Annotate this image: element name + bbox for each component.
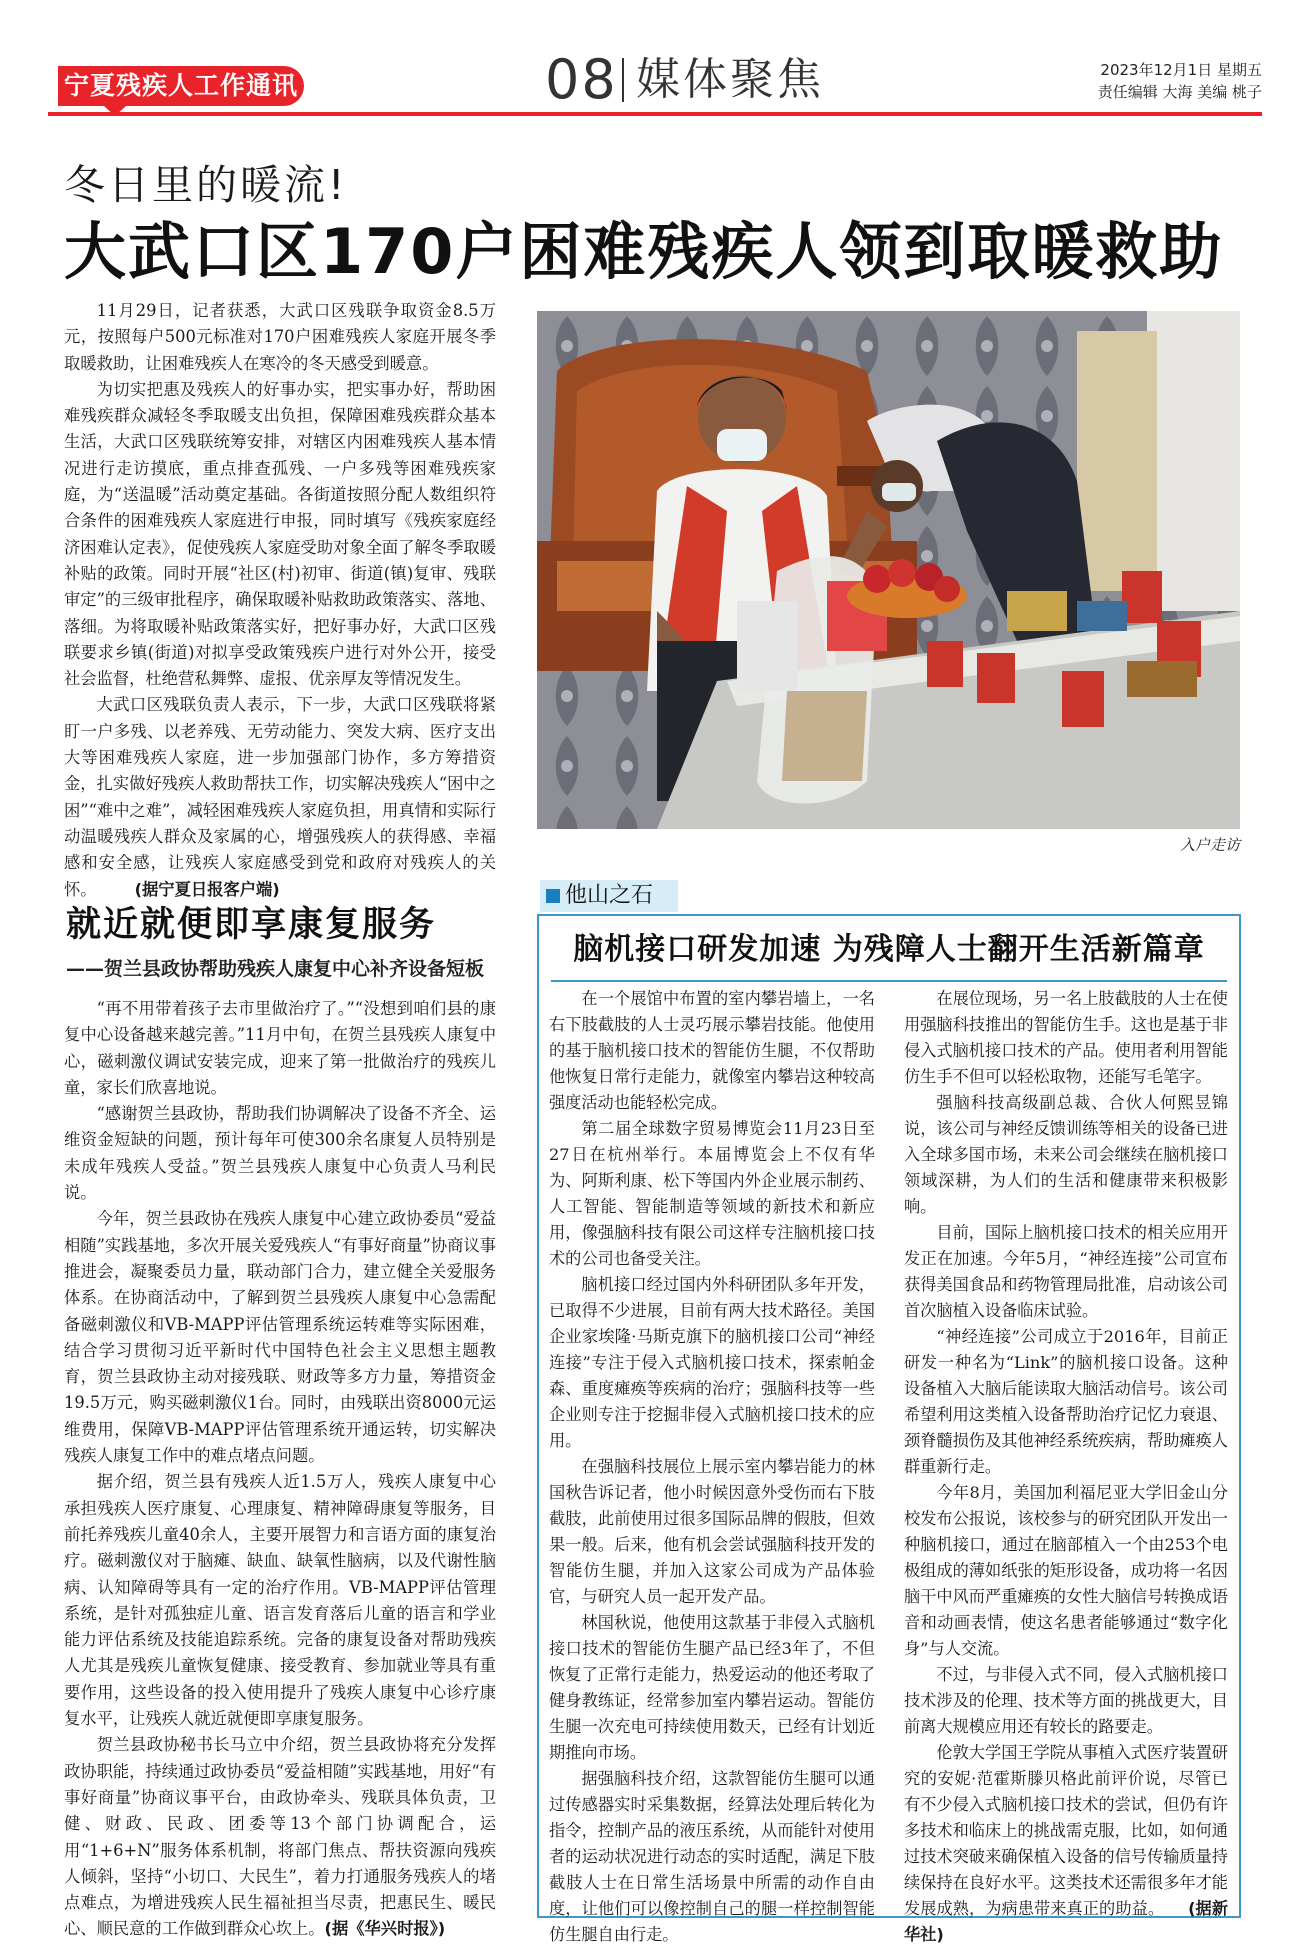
- story3-headline: 脑机接口研发加速 为残障人士翻开生活新篇章: [573, 932, 1205, 967]
- section-tag-label: 他山之石: [565, 883, 654, 908]
- story3-paragraph: 在一个展馆中布置的室内攀岩墙上，一名右下肢截肢的人士灵巧展示攀岩技能。他使用的基于脑机接口技术的智能仿生腿，不仅帮助他恢复日常行走能力，就像室内攀岩这种较高强度活动也能轻松完成。: [549, 989, 875, 1112]
- section-tag: [540, 880, 678, 912]
- issue-date: 2023年12月1日 星期五: [1100, 61, 1262, 79]
- story1-source: (据宁夏日报客户端): [134, 879, 280, 899]
- story3-paragraph: 不过，与非侵入式不同，侵入式脑机接口技术涉及的伦理、技术等方面的挑战更大，目前离大规模应用还有较长的路要走。: [904, 1665, 1228, 1736]
- story2-paragraph: 贺兰县政协秘书长马立中介绍，贺兰县政协将充分发挥政协职能，持续通过政协委员“爱益相随”实践基地，用好“有事好商量”协商议事平台，由政协牵头、残联具体负责，卫健、财政、民政、团委等13个部门协调配合，运用“1+6+N”服务体系机制，将部门焦点、帮扶资源向残疾人倾斜，坚持“小切口、大民生”，着力打通服务残疾人的堵点难点，为增进残疾人民生福祉担当尽责，把惠民生、暖民心、顺民意的工作做到群众心坎上。(据《华兴时报》): [64, 1735, 497, 1939]
- story3-source: (据新华社): [904, 1899, 1229, 1944]
- story1-paragraph: 大武口区残联负责人表示，下一步，大武口区残联将紧盯一户多残、以老养残、无劳动能力、突发大病、医疗支出大等困难残疾人家庭，进一步加强部门协作，多方筹措资金，扎实做好残疾人救助帮扶工作，切实解决残疾人“困中之困”“难中之难”，减轻困难残疾人家庭负担，用真情和实际行动温暖残疾人群众及家属的心，增强残疾人的获得感、幸福感和安全感，让残疾人家庭感受到党和政府对残疾人的关怀。 (据宁夏日报客户端): [64, 695, 497, 899]
- story3-paragraph: 今年8月，美国加利福尼亚大学旧金山分校发布公报说，该校参与的研究团队开发出一种脑机接口，通过在脑部植入一个由253个电极组成的薄如纸张的矩形设备，成功将一名因脑干中风而严重瘫痪的女性大脑信号转换成语音和动画表情，使这名患者能够通过“数字化身”与人交流。: [904, 1483, 1228, 1658]
- story1-headline: 大武口区170户困难残疾人领到取暖救助: [64, 215, 1224, 288]
- story1-paragraph: 11月29日，记者获悉，大武口区残联争取资金8.5万元，按照每户500元标准对170户困难残疾人家庭开展冬季取暖救助，让困难残疾人在寒冷的冬天感受到暖意。: [64, 301, 496, 373]
- story2-headline: 就近就便即享康复服务: [66, 905, 437, 945]
- page-number: 08: [545, 48, 618, 111]
- story3-paragraph: 伦敦大学国王学院从事植入式医疗装置研究的安妮·范霍斯滕贝格此前评价说，尽管已有不少侵入式脑机接口技术的尝试，但仍有许多技术和临床上的挑战需克服，比如，如何通过技术突破来确保植入设备的信号传输质量持续保持在良好水平。这类技术还需很多年才能发展成熟，为病患带来真正的助益。 (据新华社): [904, 1743, 1229, 1944]
- story2-body: [64, 996, 496, 1943]
- photo-illustration: [537, 311, 1240, 829]
- story3-title-rule: [551, 980, 1227, 982]
- story1-kicker: 冬日里的暖流!: [64, 161, 348, 209]
- story3-paragraph: 目前，国际上脑机接口技术的相关应用开发正在加速。今年5月，“神经连接”公司宣布获得美国食品和药物管理局批准，启动该公司首次脑植入设备临床试验。: [904, 1223, 1228, 1320]
- story2-paragraph: “感谢贺兰县政协，帮助我们协调解决了设备不齐全、运维资金短缺的问题，预计每年可使300余名康复人员特别是未成年残疾人受益。”贺兰县残疾人康复中心负责人马利民说。: [64, 1104, 496, 1203]
- story2-paragraph: 据介绍，贺兰县有残疾人近1.5万人，残疾人康复中心承担残疾人医疗康复、心理康复、精神障碍康复等服务，目前托养残疾儿童40余人，主要开展智力和言语方面的康复治疗。磁刺激仪对于脑瘫、缺血、缺氧性脑病，以及代谢性脑病、认知障碍等具有一定的治疗作用。VB-MAPP评估管理系统，是针对孤独症儿童、语言发育落后儿童的语言和学业能力评估系统及技能追踪系统。完备的康复设备对帮助残疾人尤其是残疾儿童恢复健康、接受教育、参加就业等具有重要作用，这些设备的投入使用提升了残疾人康复中心诊疗康复水平，让残疾人就近就便即享康复服务。: [64, 1472, 496, 1729]
- story3-paragraph: 第二届全球数字贸易博览会11月23日至27日在杭州举行。本届博览会上不仅有华为、阿斯利康、松下等国内外企业展示制药、人工智能、智能制造等领域的新技术和新应用，像强脑科技有限公司这样专注脑机接口技术的公司也备受关注。: [549, 1119, 875, 1268]
- story3-paragraph: “神经连接”公司成立于2016年，目前正研发一种名为“Link”的脑机接口设备。这种设备植入大脑后能读取大脑活动信号。该公司希望利用这类植入设备帮助治疗记忆力衰退、颈脊髓损伤及其他神经系统疾病，帮助瘫痪人群重新行走。: [904, 1327, 1228, 1476]
- section-square-icon: [546, 889, 560, 903]
- story1-body: [64, 298, 496, 903]
- story2-subheadline: ——贺兰县政协帮助残疾人康复中心补齐设备短板: [66, 958, 485, 980]
- editor-credits: 责任编辑 大海 美编 桃子: [1097, 83, 1262, 101]
- photo-caption: 入户走访: [1179, 836, 1240, 854]
- story3-column-right: [904, 986, 1228, 1948]
- story2-paragraph: 今年，贺兰县政协在残疾人康复中心建立政协委员“爱益相随”实践基地，多次开展关爱残疾人“有事好商量”协商议事推进会，凝聚委员力量，联动部门合力，建立健全关爱服务体系。在协商活动中，了解到贺兰县残疾人康复中心急需配备磁刺激仪和VB-MAPP评估管理系统运转难等实际困难，结合学习贯彻习近平新时代中国特色社会主义思想主题教育，贺兰县政协主动对接残联、财政等多方力量，筹措资金19.5万元，购买磁刺激仪1台。同时，由残联出资8000元运维费用，保障VB-MAPP评估管理系统开通运转，切实解决残疾人康复工作中的难点堵点问题。: [64, 1209, 497, 1466]
- publication-tag: 宁夏残疾人工作通讯: [58, 66, 304, 106]
- home-visit-photo: [537, 311, 1240, 829]
- masthead-divider: [622, 58, 624, 102]
- story3-paragraph: 在强脑科技展位上展示室内攀岩能力的林国秋告诉记者，他小时候因意外受伤而右下肢截肢，此前使用过很多国际品牌的假肢，但效果一般。后来，他有机会尝试强脑科技开发的智能仿生腿，并加入这家公司成为产品体验官，与研究人员一起开发产品。: [549, 1457, 875, 1606]
- story1-paragraph: 为切实把惠及残疾人的好事办实，把实事办好，帮助困难残疾群众减轻冬季取暖支出负担，保障困难残疾群众基本生活，大武口区残联统筹安排，对辖区内困难残疾人基本情况进行走访摸底，重点排查孤残、一户多残等困难残疾家庭，为“送温暖”活动奠定基础。各街道按照分配人数组织符合条件的困难残疾人家庭进行申报，同时填写《残疾家庭经济困难认定表》，促使残疾人家庭受助对象全面了解冬季取暖补贴的政策。同时开展“社区(村)初审、街道(镇)复审、残联审定”的三级审批程序，确保取暖补贴救助政策落实、落地、落细。为将取暖补贴政策落实好，把好事办好，大武口区残联要求乡镇(街道)对拟享受政策残疾户进行对外公开，接受社会监督，杜绝营私舞弊、虚报、优亲厚友等情况发生。: [64, 379, 496, 689]
- story3-paragraph: 脑机接口经过国内外科研团队多年开发，已取得不少进展，目前有两大技术路径。美国企业家埃隆·马斯克旗下的脑机接口公司“神经连接”专注于侵入式脑机接口技术，探索帕金森、重度瘫痪等疾病的治疗；强脑科技等一些企业则专注于挖掘非侵入式脑机接口技术的应用。: [549, 1275, 875, 1450]
- story2-paragraph: “再不用带着孩子去市里做治疗了。”“没想到咱们县的康复中心设备越来越完善。”11月中旬，在贺兰县残疾人康复中心，磁刺激仪调试安装完成，迎来了第一批做治疗的残疾儿童，家长们欣喜地说。: [64, 999, 496, 1097]
- story3-paragraph: 林国秋说，他使用这款基于非侵入式脑机接口技术的智能仿生腿产品已经3年了，不但恢复了正常行走能力，热爱运动的他还考取了健身教练证，经常参加室内攀岩运动。智能仿生腿一次充电可持续使用数天，已经有计划近期推向市场。: [549, 1613, 875, 1762]
- page-section-name: 媒体聚焦: [636, 54, 824, 105]
- story2-source: (据《华兴时报》): [324, 1919, 446, 1939]
- masthead-rule: [48, 112, 1262, 116]
- story3-column-left: [549, 986, 875, 1948]
- story3-paragraph: 强脑科技高级副总裁、合伙人何熙昱锦说，该公司与神经反馈训练等相关的设备已进入全球多国市场，未来公司会继续在脑机接口领域深耕，为人们的生活和健康带来积极影响。: [904, 1093, 1228, 1216]
- story3-paragraph: 据强脑科技介绍，这款智能仿生腿可以通过传感器实时采集数据，经算法处理后转化为指令，控制产品的液压系统，从而能针对使用者的运动状况进行动态的实时适配，满足下肢截肢人士在日常生活场景中所需的动作自由度，让他们可以像控制自己的腿一样控制智能仿生腿自由行走。: [549, 1769, 875, 1944]
- story3-paragraph: 在展位现场，另一名上肢截肢的人士在使用强脑科技推出的智能仿生手。这也是基于非侵入式脑机接口技术的产品。使用者利用智能仿生手不但可以轻松取物，还能写毛笔字。: [904, 989, 1228, 1086]
